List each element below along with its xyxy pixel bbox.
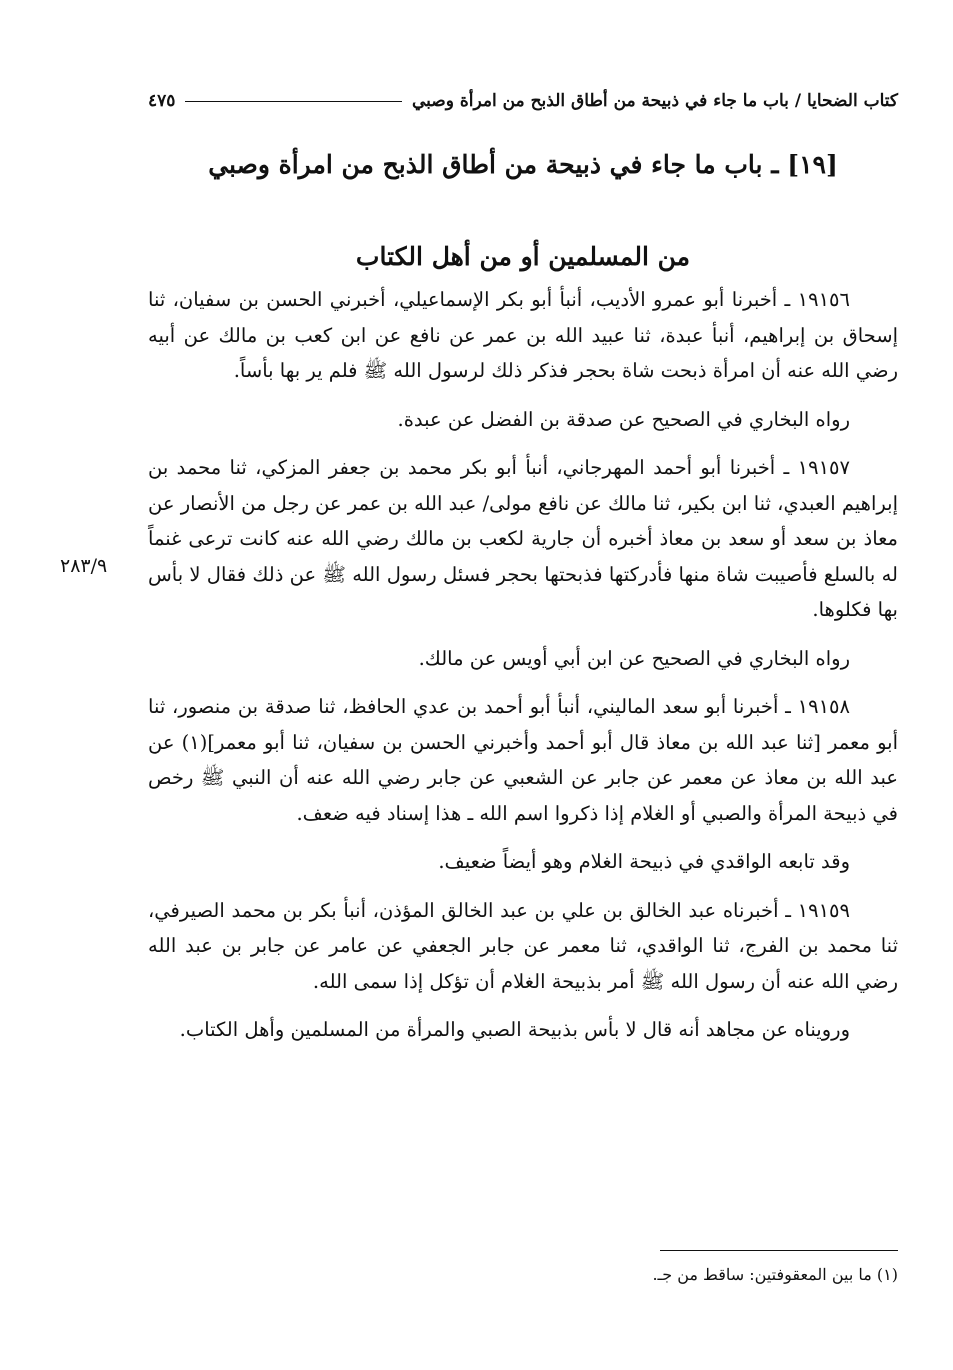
hadith-19157: ١٩١٥٧ ـ أخبرنا أبو أحمد المهرجاني، أنبأ أبو بكر محمد بن جعفر المزكي، ثنا محمد بن إبراهيم العبدي، ثنا ابن بكير، ثنا مالك عن نافع مولى/ عبد الله بن عمر عن رجل من الأنصار عن معاذ بن سعد أو سعد بن معاذ أخبره أن جارية لكعب بن مالك رضي الله عنه كانت ترعى غنماً له بالسلع فأصيبت شاة منها فأدركتها فذبحتها بحجر فسئل رسول الله ﷺ عن ذلك فقال لا بأس بها فكلوها. [148,456,898,621]
running-header [148,86,898,116]
hadith-19158: ١٩١٥٨ ـ أخبرنا أبو سعد الماليني، أنبأ أبو أحمد بن عدي الحافظ، ثنا صدقة بن منصور، ثنا أبو معمر [ثنا عبد الله بن معاذ قال أبو أحمد وأخبرني الحسن بن سفيان، ثنا أبو معمر](١) عن عبد الله بن معاذ عن معمر عن جابر عن الشعبي عن جابر رضي الله عنه أن النبي ﷺ رخص في ذبيحة المرأة والصبي أو الغلام إذا ذكروا اسم الله ـ هذا إسناد فيه ضعف. [148,695,899,825]
hadith-19156: ١٩١٥٦ ـ أخبرنا أبو عمرو الأديب، أنبأ أبو بكر الإسماعيلي، أخبرني الحسن بن سفيان، ثنا إسحاق بن إبراهيم، أنبأ عبدة، ثنا عبيد الله بن عمر عن نافع عن ابن كعب بن مالك عن أبيه رضي الله عنه أن امرأة ذبحت شاة بحجر فذكر ذلك لرسول الله ﷺ فلم ير بها بأساً. [148,288,898,382]
narration-note-3: وقد تابعه الواقدي في ذبيحة الغلام وهو أيضاً ضعيف. [438,850,850,873]
running-header-title: كتاب الضحايا / باب ما جاء في ذبيحة من أطاق الذبح من امرأة وصبي [412,91,898,111]
header-rule [185,101,402,102]
chapter-title-line-1: [١٩] ـ باب ما جاء في ذبيحة من أطاق الذبح من امرأة وصبي [208,150,838,179]
main-text [148,282,898,1061]
chapter-title-line-2: من المسلمين أو من أهل الكتاب [355,242,691,271]
footnote-rule [660,1250,898,1251]
narration-note-4: ورويناه عن مجاهد أنه قال لا بأس بذبيحة الصبي والمرأة من المسلمين وأهل الكتاب. [179,1018,850,1041]
hadith-19159: ١٩١٥٩ ـ أخبرناه عبد الخالق بن علي بن عبد الخالق المؤذن، أنبأ بكر بن محمد الصيرفي، ثنا محمد بن الفرج، ثنا الواقدي، ثنا معمر عن جابر الجعفي عن عامر عن جابر بن عبد الله رضي الله عنه أن رسول الله ﷺ أمر بذبيحة الغلام أن تؤكل إذا سمى الله. [148,898,898,993]
narration-note-1: رواه البخاري في الصحيح عن صدقة بن الفضل عن عبدة. [397,407,850,431]
narration-note-2: رواه البخاري في الصحيح عن ابن أبي أويس عن مالك. [418,646,850,670]
margin-volume-page-note: ٢٨٣/٩ [60,555,108,577]
chapter-title [148,140,898,282]
footnote: (١) ما بين المعقوفتين: ساقط من جـ. [652,1265,898,1284]
page-number: ٤٧٥ [148,91,176,111]
